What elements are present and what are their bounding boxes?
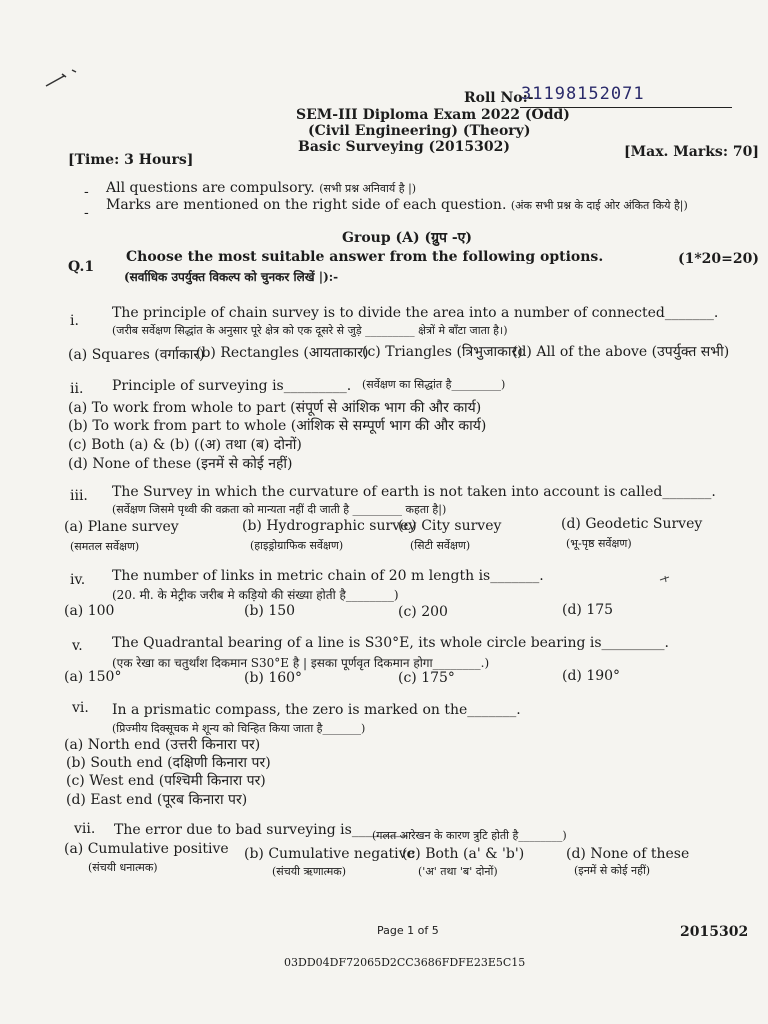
option: (d) None of these [566, 846, 690, 862]
sub-question-text: The Quadrantal bearing of a line is S30°E, its whole circle bearing is_________. [112, 635, 669, 651]
option: (a) To work from whole to part (संपूर्ण से आंशिक भाग की और कार्य) [68, 400, 482, 416]
sub-question-number: vi. [72, 700, 89, 716]
option-hindi: (हाइड्रोग्राफिक सर्वेक्षण) [250, 539, 344, 552]
option: (b) Rectangles (आयताकार) [196, 345, 369, 361]
branch-title: (Civil Engineering) (Theory) [308, 123, 531, 139]
option: (d) None of these (इनमें से कोई नहीं) [68, 456, 293, 472]
option: (d) 175 [562, 602, 614, 618]
bullet-icon: - [84, 184, 89, 200]
option: (b) Hydrographic survey [242, 518, 417, 534]
option-hindi: (समतल सर्वेक्षण) [70, 540, 140, 553]
question-number: Q.1 [68, 259, 95, 275]
sub-question-number: iii. [70, 488, 88, 504]
option: (d) 190° [562, 668, 621, 684]
sub-question-text: The Survey in which the curvature of earth is not taken into account is called_______. [112, 484, 716, 500]
sub-question-text: In a prismatic compass, the zero is marked on the_______. [112, 702, 521, 718]
group-title: Group (A) (ग्रुप -ए) [342, 230, 473, 246]
option: (b) 150 [244, 603, 296, 619]
option: (b) South end (दक्षिणी किनारा पर) [66, 755, 271, 771]
roll-number-label: Roll No:- [464, 90, 534, 106]
sub-question-text: The error due to bad surveying is________. [114, 822, 413, 838]
option: (d) East end (पूरब किनारा पर) [66, 792, 248, 808]
question-prompt-hindi: (सर्वाधिक उपर्युक्त विकल्प को चुनकर लिखें |):- [124, 270, 339, 284]
sub-question-number: vii. [74, 821, 96, 837]
sub-question-hindi: (प्रिज्मीय दिक्सूचक मे शून्य को चिन्हित किया जाता है_______) [112, 722, 366, 735]
option-hindi: (इनमें से कोई नहीं) [574, 864, 651, 877]
paper-code: 2015302 [680, 924, 749, 940]
sub-question-number: iv. [70, 572, 86, 588]
option: (c) 175° [398, 670, 455, 686]
option: (a) Squares (वर्गाकार) [68, 347, 205, 363]
sub-question-text: Principle of surveying is_________. [112, 378, 352, 394]
sub-question-hindi: (सर्वेक्षण जिसमे पृथ्वी की वक्रता को मान्यता नहीं दी जाती है _________ कहता है|) [112, 503, 447, 516]
option: (b) 160° [244, 670, 303, 686]
sub-question-hindi: (जरीब सर्वेक्षण सिद्धांत के अनुसार पूरे क्षेत्र को एक दूसरे से जुड़े _________ क्षेत्रों मे बाँटा जाता है।) [112, 324, 508, 337]
roll-number-value: 31198152071 [521, 84, 645, 104]
option: (a) Plane survey [64, 519, 179, 535]
sub-question-hindi: (सर्वेक्षण का सिद्धांत है_________) [362, 378, 506, 391]
sub-question-number: ii. [70, 381, 84, 397]
question-prompt: Choose the most suitable answer from the following options. [126, 249, 604, 265]
option: (c) Both (a) & (b) ((अ) तथा (ब) दोनों) [68, 437, 302, 453]
option: (a) 150° [64, 669, 122, 685]
option: (c) City survey [398, 518, 502, 534]
option: (c) Triangles (त्रिभुजाकार) [362, 344, 523, 360]
sub-question-number: v. [72, 638, 83, 654]
option: (c) 200 [398, 604, 448, 620]
page-indicator: Page 1 of 5 [377, 924, 439, 937]
pen-mark-icon [44, 66, 80, 90]
subject-title: Basic Surveying (2015302) [298, 139, 510, 155]
instruction-2: Marks are mentioned on the right side of each question. (अंक सभी प्रश्न के दाई ओर अंकित किये है|) [106, 197, 688, 213]
sub-question-number: i. [70, 313, 79, 329]
bullet-icon: - [84, 205, 89, 221]
sub-question-hindi: (20. मी. के मेट्रीक जरीब मे कड़ियो की संख्या होती है________) [112, 588, 399, 602]
option-hindi: (संचयी ऋणात्मक) [272, 865, 347, 878]
exam-title: SEM-III Diploma Exam 2022 (Odd) [296, 107, 570, 123]
sub-question-hindi: (गलत आरेखन के कारण त्रुटि होती है________) [372, 829, 567, 842]
option: (a) North end (उत्तरी किनारा पर) [64, 737, 261, 753]
sub-question-hindi: (एक रेखा का चतुर्थांश दिकमान S30°E है | इसका पूर्णवृत दिकमान होगा________.) [112, 656, 490, 670]
option: (d) Geodetic Survey [561, 516, 703, 532]
option: (b) Cumulative negative [244, 846, 415, 862]
option-hindi: ('अ' तथा 'ब' दोनों) [418, 865, 498, 878]
sub-question-text: The principle of chain survey is to divide the area into a number of connected_______. [112, 305, 719, 321]
time-limit: [Time: 3 Hours] [68, 152, 194, 168]
option: (c) West end (पश्चिमी किनारा पर) [66, 773, 266, 789]
instruction-1: All questions are compulsory. (सभी प्रश्न अनिवार्य है |) [106, 180, 417, 196]
option: (a) Cumulative positive [64, 841, 229, 857]
question-marks: (1*20=20) [678, 251, 760, 267]
option-hindi: (भू-पृष्ठ सर्वेक्षण) [566, 537, 632, 550]
max-marks: [Max. Marks: 70] [624, 144, 759, 160]
option-hindi: (संचयी धनात्मक) [88, 861, 158, 874]
option: (c) Both (a' & 'b') [402, 846, 525, 862]
option: (a) 100 [64, 603, 115, 619]
option-hindi: (सिटी सर्वेक्षण) [410, 539, 471, 552]
option: (d) All of the above (उपर्युक्त सभी) [512, 344, 730, 360]
pen-dot-icon [658, 574, 672, 584]
option: (b) To work from part to whole (आंशिक से सम्पूर्ण भाग की और कार्य) [68, 418, 487, 434]
paper-hash: 03DD04DF72065D2CC3686FDFE23E5C15 [284, 956, 526, 969]
sub-question-text: The number of links in metric chain of 20 m length is_______. [112, 568, 544, 584]
